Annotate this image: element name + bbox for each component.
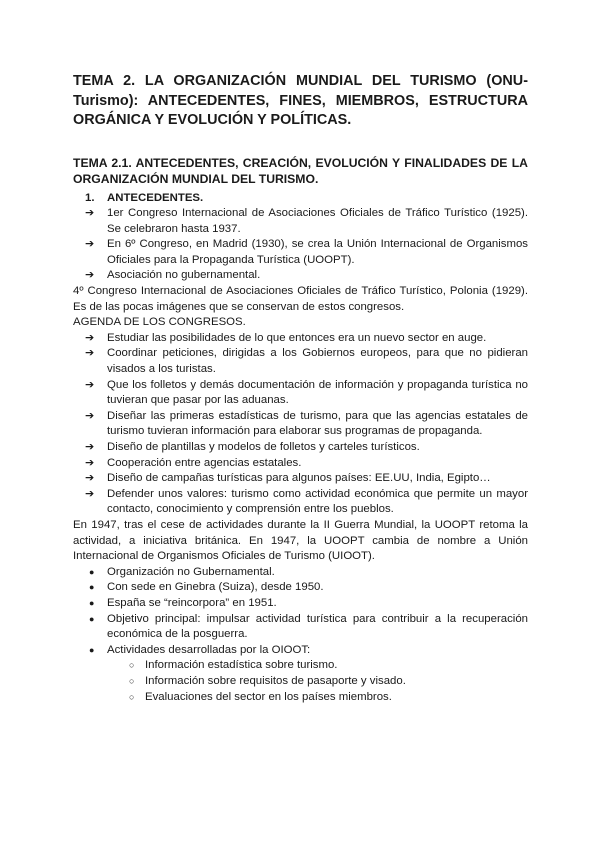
list-item: ➔ Defender unos valores: turismo como actividad económica que permite un mayor contacto, conocimiento y comprensión entre los pueblos. bbox=[73, 487, 528, 518]
list-item: ➔ Diseño de plantillas y modelos de folletos y carteles turísticos. bbox=[73, 440, 528, 456]
circle-bullet-icon: ○ bbox=[129, 675, 135, 686]
bullet-icon: ● bbox=[89, 597, 95, 608]
document-title: TEMA 2. LA ORGANIZACIÓN MUNDIAL DEL TURISMO (ONU-Turismo): ANTECEDENTES, FINES, MIEMBROS, ESTRUCTURA ORGÁNICA Y EVOLUCIÓN Y POLÍTICAS. bbox=[73, 73, 528, 128]
arrow-icon: ➔ bbox=[85, 207, 95, 220]
section-label: ANTECEDENTES. bbox=[107, 191, 204, 204]
arrow-icon: ➔ bbox=[85, 441, 95, 453]
list-item: ● Con sede en Ginebra (Suiza), desde 1950. bbox=[73, 580, 528, 596]
paragraph-1947: En 1947, tras el cese de actividades durante la II Guerra Mundial, la UOOPT retoma la actividad, a iniciativa británica. En 1947, la UOOPT cambia de nombre a Unión Internacional de Organismos Oficiales de Turismo (UIOOT). bbox=[73, 518, 528, 563]
list-item: ➔ Diseñar las primeras estadísticas de turismo, para que las agencias estatales de turismo tuvieran información para elaborar sus programas de propaganda. bbox=[73, 409, 528, 440]
arrow-icon: ➔ bbox=[85, 331, 95, 344]
circle-bullet-icon: ○ bbox=[129, 660, 135, 671]
list-item: ● Organización no Gubernamental. bbox=[73, 565, 528, 581]
list-item: ➔ En 6º Congreso, en Madrid (1930), se crea la Unión Internacional de Organismos Oficiales para la Propaganda Turística (UOOPT). bbox=[73, 237, 528, 268]
section-heading bbox=[85, 191, 528, 207]
list-item: ○ Evaluaciones del sector en los países miembros. bbox=[73, 690, 528, 706]
agenda-heading: AGENDA DE LOS CONGRESOS. bbox=[73, 316, 246, 329]
section-subtitle: TEMA 2.1. ANTECEDENTES, CREACIÓN, EVOLUCIÓN Y FINALIDADES DE LA ORGANIZACIÓN MUNDIAL DEL TURISMO. bbox=[73, 155, 528, 186]
paragraph-congreso: 4º Congreso Internacional de Asociaciones Oficiales de Tráfico Turístico, Polonia (1929). Es de las pocas imágenes que se conservan de estos congresos. bbox=[73, 285, 528, 313]
list-item: ➔ Asociación no gubernamental. bbox=[73, 268, 528, 284]
list-item: ➔ Diseño de campañas turísticas para algunos países: EE.UU, India, Egipto… bbox=[73, 471, 528, 487]
list-item: ➔ Coordinar peticiones, dirigidas a los Gobiernos europeos, para que no pidieran visados a los turistas. bbox=[73, 346, 528, 377]
document-page bbox=[73, 72, 528, 705]
arrow-icon: ➔ bbox=[85, 269, 95, 282]
list-item: ➔ Cooperación entre agencias estatales. bbox=[73, 456, 528, 472]
arrow-icon: ➔ bbox=[85, 347, 95, 360]
arrow-icon: ➔ bbox=[85, 487, 95, 500]
circle-bullet-icon: ○ bbox=[129, 691, 135, 702]
list-item: ○ Información sobre requisitos de pasaporte y visado. bbox=[73, 674, 528, 690]
arrow-icon: ➔ bbox=[85, 409, 95, 422]
actividades-list bbox=[73, 658, 528, 705]
bullet-icon: ● bbox=[89, 613, 95, 624]
list-item: ➔ 1er Congreso Internacional de Asociaciones Oficiales de Tráfico Turístico (1925). Se celebraron hasta 1937. bbox=[73, 206, 528, 237]
list-item: ○ Información estadística sobre turismo. bbox=[73, 658, 528, 674]
arrow-icon: ➔ bbox=[85, 456, 95, 469]
uioot-list bbox=[73, 565, 528, 659]
antecedentes-list bbox=[73, 206, 528, 284]
list-item: ➔ Que los folletos y demás documentación de información y propaganda turística no tuvieran que pasar por las aduanas. bbox=[73, 378, 528, 409]
list-item: ● Objetivo principal: impulsar actividad turística para contribuir a la recuperación económica de la posguerra. bbox=[73, 612, 528, 643]
list-item: ● España se “reincorpora” en 1951. bbox=[73, 596, 528, 612]
bullet-icon: ● bbox=[89, 582, 95, 593]
section-number: 1. bbox=[85, 191, 95, 204]
bullet-icon: ● bbox=[89, 566, 95, 577]
arrow-icon: ➔ bbox=[85, 378, 95, 391]
arrow-icon: ➔ bbox=[85, 238, 95, 251]
agenda-list bbox=[73, 331, 528, 518]
list-item: ➔ Estudiar las posibilidades de lo que entonces era un nuevo sector en auge. bbox=[73, 331, 528, 347]
list-item: ● Actividades desarrolladas por la OIOOT: bbox=[73, 643, 528, 659]
bullet-icon: ● bbox=[89, 644, 95, 655]
arrow-icon: ➔ bbox=[85, 472, 95, 485]
